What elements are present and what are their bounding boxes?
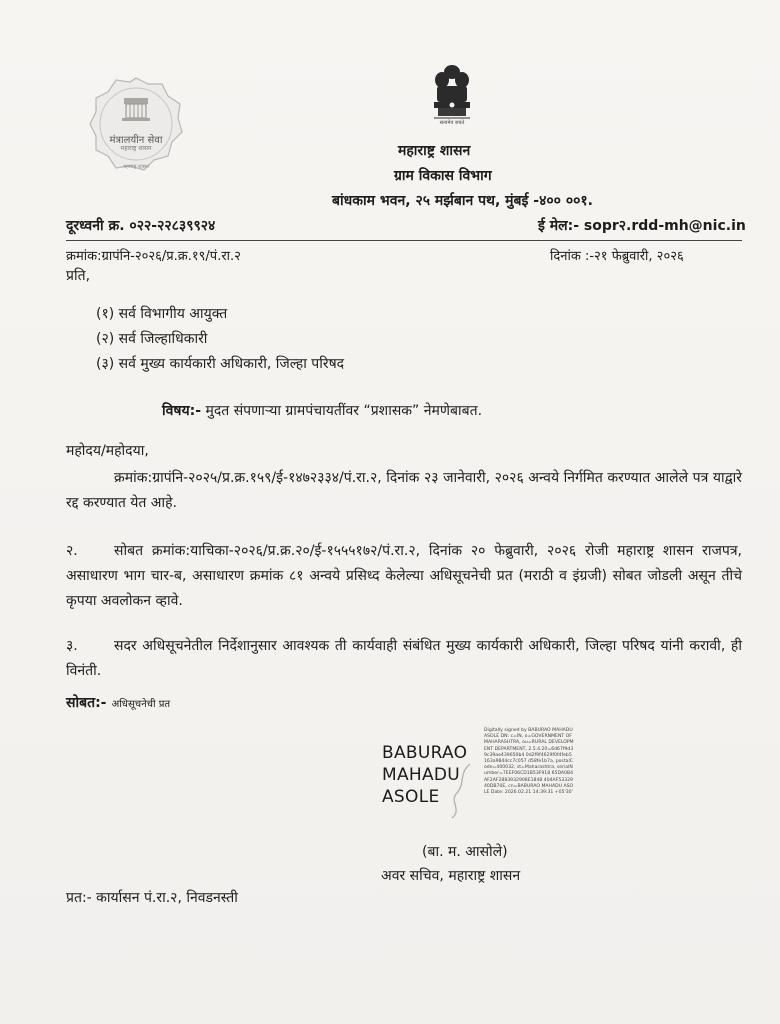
paragraph-3-block bbox=[66, 634, 742, 684]
signature-mark-icon bbox=[440, 760, 480, 820]
header-divider bbox=[66, 240, 742, 241]
dept-heading: ग्राम विकास विभाग bbox=[394, 168, 492, 184]
paragraph-3-number: ३. bbox=[66, 638, 78, 654]
signatory-designation: अवर सचिव, महाराष्ट्र शासन bbox=[381, 868, 521, 884]
phone: दूरध्वनी क्र. ०२२-२२८३९९२४ bbox=[66, 218, 216, 234]
gov-heading: महाराष्ट्र शासन bbox=[398, 143, 471, 159]
paragraph-1: क्रमांक:ग्रापंनि-२०२५/प्र.क्र.१५९/ई-१४७२३३४/पं.रा.२, दिनांक २३ जानेवारी, २०२६ अन्वये निर्गमित करण्यात आलेले पत्र याद्वारे रद्द करण्यात येत आहे. bbox=[66, 470, 742, 511]
recipient-2: (२) सर्व जिल्हाधिकारी bbox=[96, 331, 208, 347]
paragraph-2: सोबत क्रमांक:याचिका-२०२६/प्र.क्र.२०/ई-१५५५१७२/पं.रा.२, दिनांक २० फेब्रुवारी, २०२६ रोजी महाराष्ट्र शासन राजपत्र, असाधारण भाग चार-ब, असाधारण क्रमांक ८१ अन्वये प्रसिध्द केलेल्या अधिसूचनेची प्रत (मराठी व इंग्रजी) सोबत जोडली असून तीचे कृपया अवलोकन व्हावे. bbox=[66, 543, 742, 609]
enclosure bbox=[66, 692, 170, 712]
address: बांधकाम भवन, २५ मर्झबान पथ, मुंबई -४०० ००१. bbox=[332, 193, 593, 209]
paragraph-3: सदर अधिसूचनेतील निर्देशानुसार आवश्यक ती कार्यवाही संबंधित मुख्य कार्यकारी अधिकारी, जिल्हा परिषद यांनी करावी, ही विनंती. bbox=[66, 638, 742, 679]
subject-text: मुदत संपणाऱ्या ग्रामपंचायतींवर “प्रशासक” नेमणेबाबत. bbox=[205, 403, 483, 419]
reference-number: क्रमांक:ग्रापंनि-२०२६/प्र.क्र.१९/पं.रा.२ bbox=[66, 249, 241, 264]
emblem-motto: सत्यमेव जयते bbox=[439, 120, 465, 126]
paragraph-2-block bbox=[66, 539, 742, 614]
prati-label: प्रति, bbox=[66, 268, 91, 284]
signature-line-2: MAHADU bbox=[382, 765, 461, 785]
email: ई मेल:- sopr२.rdd-mh@nic.in bbox=[538, 218, 746, 234]
seal-label: मंत्रालयीन सेवा bbox=[109, 135, 163, 146]
signature-details: Digitally signed by BABURAO MAHADU ASOLE DN: c=IN, o=GOVERNMENT OF MAHARASHTRA, ou=RURAL DEVELOPMENT DEPARTMENT, 2.5.4.20=6d67f9d39c39ae439650b4 0d2f9f4629f0f4feb5163a9844cc7c057 d58fe1b7a, postalCode=400032, st=Maharashtra, serialNumber=7EEF06CD1B53F918 65DA0B4AF2AF2883932908E1848 404AF5332940DB70E, cn=BABURAO MAHADU ASOLE Date: 2026.02.21 14:39:31 +05'30' bbox=[484, 728, 574, 796]
seal-subtext: महाराष्ट्र शासन bbox=[120, 145, 152, 152]
seal-icon bbox=[88, 76, 184, 172]
enclosure-label: सोबत:- bbox=[66, 695, 107, 711]
recipient-1: (१) सर्व विभागीय आयुक्त bbox=[96, 306, 228, 322]
copy-to: प्रत:- कार्यासन पं.रा.२, निवडनस्ती bbox=[66, 890, 238, 906]
paragraph-2-number: २. bbox=[66, 543, 78, 559]
subject-line bbox=[162, 401, 482, 420]
signatory-name: (बा. म. आसोले) bbox=[422, 844, 508, 860]
letter-date: दिनांक :-२१ फेब्रुवारी, २०२६ bbox=[550, 249, 684, 264]
recipient-3: (३) सर्व मुख्य कार्यकारी अधिकारी, जिल्हा परिषद bbox=[96, 356, 345, 372]
enclosure-text: अधिसूचनेची प्रत bbox=[111, 699, 171, 710]
seal-foot: महाराष्ट्र शासन bbox=[123, 164, 149, 170]
ministry-seal bbox=[88, 76, 184, 172]
salutation: महोदय/महोदया, bbox=[66, 443, 149, 459]
signature-line-3: ASOLE bbox=[382, 787, 440, 807]
signature-line-1: BABURAO bbox=[382, 743, 468, 763]
subject-label: विषय:- bbox=[162, 403, 202, 419]
